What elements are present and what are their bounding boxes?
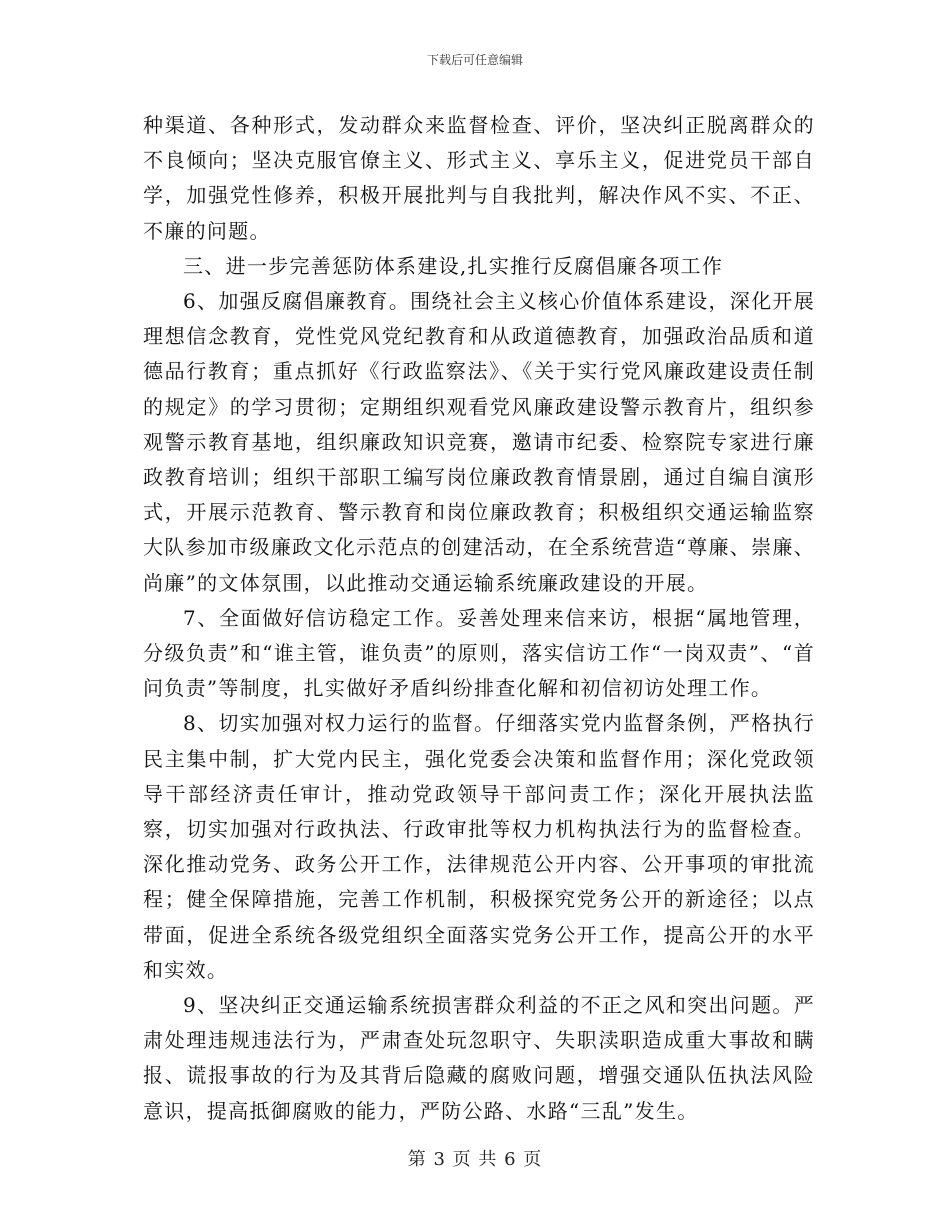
document-body bbox=[143, 108, 815, 1129]
paragraph-item-6: 6、加强反腐倡廉教育。围绕社会主义核心价值体系建设，深化开展理想信念教育，党性党风党纪教育和从政道德教育，加强政治品质和道德品行教育；重点抓好《行政监察法》、《关于实行党风廉政建设责任制的规定》的学习贯彻；定期组织观看党风廉政建设警示教育片，组织参观警示教育基地，组织廉政知识竞赛，邀请市纪委、检察院专家进行廉政教育培训；组织干部职工编写岗位廉政教育情景剧，通过自编自演形式，开展示范教育、警示教育和岗位廉政教育；积极组织交通运输监察大队参加市级廉政文化示范点的创建活动，在全系统营造“尊廉、崇廉、尚廉”的文体氛围，以此推动交通运输系统廉政建设的开展。 bbox=[143, 289, 815, 595]
paragraph-item-9: 9、坚决纠正交通运输系统损害群众利益的不正之风和突出问题。严肃处理违规违法行为，严肃查处玩忽职守、失职渎职造成重大事故和瞒报、谎报事故的行为及其背后隐藏的腐败问题，增强交通队伍执法风险意识，提高抵御腐败的能力，严防公路、水路“三乱”发生。 bbox=[143, 993, 815, 1123]
paragraph-item-8: 8、切实加强对权力运行的监督。仔细落实党内监督条例，严格执行民主集中制，扩大党内民主，强化党委会决策和监督作用；深化党政领导干部经济责任审计，推动党政领导干部问责工作；深化开展执法监察，切实加强对行政执法、行政审批等权力机构执法行为的监督检查。深化推动党务、政务公开工作，法律规范公开内容、公开事项的审批流程；健全保障措施，完善工作机制，积极探究党务公开的新途径；以点带面，促进全系统各级党组织全面落实党务公开工作，提高公开的水平和实效。 bbox=[143, 711, 815, 982]
paragraph-item-7: 7、全面做好信访稳定工作。妥善处理来信来访，根据“属地管理，分级负责”和“谁主管，谁负责”的原则，落实信访工作“一岗双责”、“首问负责”等制度，扎实做好矛盾纠纷排查化解和初信初访处理工作。 bbox=[143, 605, 815, 701]
page-number: 第 3 页 共 6 页 bbox=[407, 1149, 543, 1170]
section-heading: 三、进一步完善惩防体系建设,扎实推行反腐倡廉各项工作 bbox=[183, 253, 724, 278]
continued-paragraph: 种渠道、各种形式，发动群众来监督检查、评价，坚决纠正脱离群众的不良倾向；坚决克服官僚主义、形式主义、享乐主义，促进党员干部自学，加强党性修养，积极开展批判与自我批判，解决作风不实、不正、不廉的问题。 bbox=[143, 113, 815, 243]
header-note: 下载后可任意编辑 bbox=[426, 53, 523, 67]
